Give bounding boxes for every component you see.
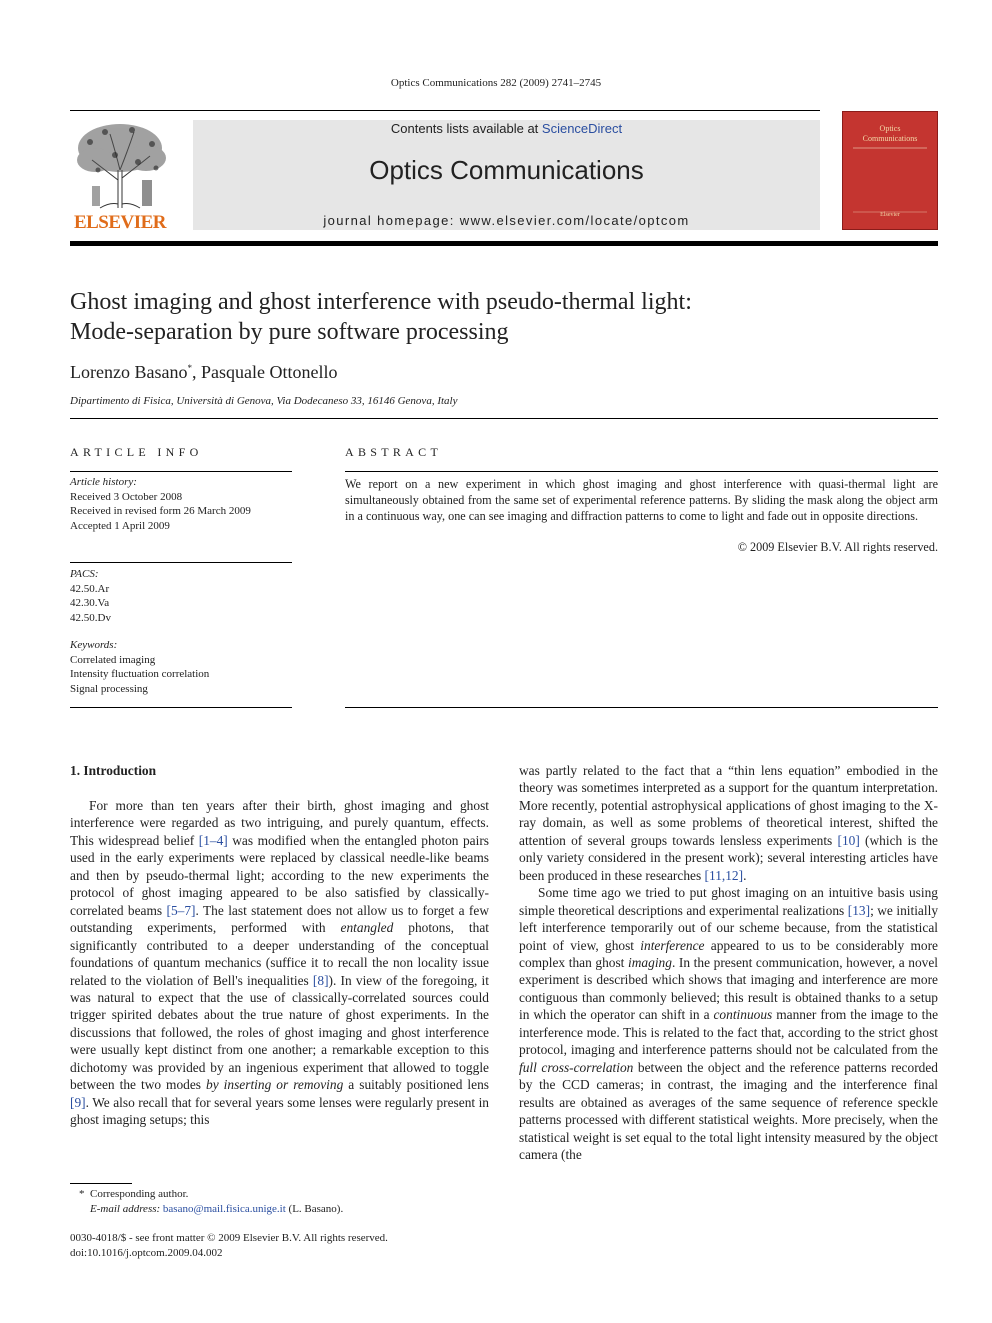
author-2[interactable]: Pasquale Ottonello xyxy=(200,362,338,382)
keyword: Correlated imaging xyxy=(70,653,156,666)
body-text: was modified when the entangled photon pairs used in the early experiments were replaced by classical needle-like beams and then by pseudo-thermal light; according to the new experiments the protocol of ghost imaging appeared to be also satisfied by classically-correlated beams xyxy=(70,832,490,918)
header-thick-rule xyxy=(70,241,938,246)
body-paragraph xyxy=(519,762,938,884)
cover-title-line2: Communications xyxy=(862,134,918,143)
footnote-mark: * xyxy=(79,1188,85,1200)
abstract-rule-bottom xyxy=(345,707,938,708)
journal-name: Optics Communications xyxy=(369,155,644,185)
body-text: For more than ten years after their birth, ghost imaging and ghost interference were regarded as two intriguing, and purely quantum, effects. This widespread belief xyxy=(70,798,489,848)
pacs-code: 42.50.Ar xyxy=(70,582,110,595)
body-text: . We also recall that for several years some lenses were regularly present in ghost imaging setups; this xyxy=(70,1094,489,1128)
abstract-copyright: © 2009 Elsevier B.V. All rights reserved. xyxy=(737,540,938,554)
journal-homepage[interactable]: journal homepage: www.elsevier.com/locate/optcom xyxy=(323,213,690,228)
pacs-codes xyxy=(70,567,111,625)
abstract-rule-top xyxy=(345,471,938,472)
body-text: Some time ago we tried to put ghost imaging on an intuitive basis using simple theoretical descriptions and experimental realizations xyxy=(519,885,938,918)
emphasized-text: imaging xyxy=(628,954,672,970)
body-text: . In the present communication, however, a novel experiment is described which shows that imaging and interference are more contiguous than commonly believed; this result is obtained thanks to a setup in which the operator can shift in a xyxy=(519,954,939,1023)
footnote-label: Corresponding author. xyxy=(90,1188,189,1200)
emphasized-text: interference xyxy=(640,937,705,953)
body-text: was partly related to the fact that a “thin lens equation” embodied in the theory was sometimes interpreted as a support for the quantum interpretation. More recently, potential astrophysical applications of ghost imaging to the X-ray domain, as well as some problems of theoretical interest, shifted the attention of several groups towards lensless experiments xyxy=(519,763,938,848)
pacs-code: 42.50.Dv xyxy=(70,611,111,624)
publication-info xyxy=(70,1231,388,1260)
header-rule xyxy=(70,110,820,111)
history-received: Received 3 October 2008 xyxy=(70,490,183,503)
author-affiliation: Dipartimento di Fisica, Università di Genova, Via Dodecaneso 33, 16146 Genova, Italy xyxy=(70,395,458,407)
abstract-heading: ABSTRACT xyxy=(345,445,443,459)
issn-line: 0030-4018/$ - see front matter © 2009 Elsevier B.V. All rights reserved. xyxy=(70,1232,388,1244)
contents-prefix: Contents lists available at xyxy=(390,121,542,136)
corresponding-author-footnote xyxy=(70,1187,343,1216)
author-1[interactable]: Lorenzo Basano xyxy=(70,362,188,382)
body-column-left xyxy=(70,797,489,1129)
keywords-label: Keywords: xyxy=(70,639,118,651)
body-paragraph xyxy=(519,884,938,1163)
emphasized-text: continuous xyxy=(713,1007,773,1023)
author-list xyxy=(70,362,337,383)
body-column-right xyxy=(519,762,938,1163)
email-link[interactable]: basano@mail.fisica.unige.it xyxy=(162,1202,286,1215)
body-text: . The last statement does not allow us to forget a few outstanding experiments, performed with xyxy=(70,902,489,936)
tree-logo-icon xyxy=(70,120,170,212)
citation-link[interactable]: [5–7] xyxy=(166,902,196,918)
citation-link[interactable]: [11,12] xyxy=(704,867,744,883)
citation-link[interactable]: [8] xyxy=(312,972,329,988)
body-text: manner from the image to the interference mode. This is related to the fact that, according to the strict ghost protocol, imaging and interference patterns should not be calculated from the xyxy=(519,1007,939,1058)
body-text: ; we initially left interference temporarily out of our scheme because, from the statistical point of view, ghost xyxy=(519,902,939,953)
citation-link[interactable]: [13] xyxy=(847,902,871,918)
article-info-rule-bottom xyxy=(70,707,292,708)
body-text: photons, that significantly contributed to a deeper understanding of the conceptual foundations of quantum mechanics (suffice it to recall the non locality issue related to the violation of Bell's inequalities xyxy=(70,920,489,988)
cover-title-line1: Optics xyxy=(879,124,901,133)
cover-title xyxy=(842,124,938,144)
body-text: . xyxy=(743,867,747,883)
article-title-line2: Mode-separation by pure software processing xyxy=(70,319,509,345)
article-title-line1: Ghost imaging and ghost interference with pseudo-thermal light: xyxy=(70,289,692,315)
cover-publisher: Elsevier xyxy=(880,212,900,218)
emphasized-text: by inserting or removing xyxy=(206,1077,344,1093)
citation-link[interactable]: [9] xyxy=(70,1094,86,1110)
article-info-rule-top xyxy=(70,471,292,472)
keyword: Signal processing xyxy=(70,682,148,695)
pacs-code: 42.30.Va xyxy=(70,597,110,609)
citation-link[interactable]: [1–4] xyxy=(198,832,228,848)
history-label: Article history: xyxy=(70,476,137,488)
sciencedirect-link[interactable]: ScienceDirect xyxy=(541,121,623,136)
corresponding-author-mark[interactable]: * xyxy=(187,363,192,373)
footnote-rule xyxy=(70,1183,132,1184)
doi-line[interactable]: doi:10.1016/j.optcom.2009.04.002 xyxy=(70,1246,223,1259)
email-label: E-mail address: xyxy=(90,1202,161,1215)
section-heading-introduction: 1. Introduction xyxy=(70,763,157,778)
elsevier-wordmark: ELSEVIER xyxy=(73,212,167,233)
body-text: between the object and the reference patterns recorded by the CCD cameras; in contrast, the imaging and the interference final results are obtained as averages of the same sequence of reference speckle patterns processed with different statistical weights. More precisely, when the statistical weight is set equal to the total light intensity measured by the object camera (the xyxy=(519,1059,938,1162)
history-revised: Received in revised form 26 March 2009 xyxy=(70,505,251,517)
body-text: appeared to us to be considerably more complex than ghost xyxy=(519,937,938,970)
pacs-label: PACS: xyxy=(70,568,99,580)
body-paragraph xyxy=(70,797,489,1129)
body-text: (which is the only variety considered in the present work); several interesting articles have been produced in these researches xyxy=(519,832,938,883)
citation-link[interactable]: [10] xyxy=(837,832,860,848)
emphasized-text: entangled xyxy=(340,920,394,936)
journal-reference: Optics Communications 282 (2009) 2741–2745 xyxy=(390,77,602,89)
body-text: ). In view of the foregoing, it was natural to expect that the use of classically-correlated sources could trigger spirited debates about the true nature of ghost experiments. In the discussions that followed, the roles of ghost imaging and ghost interference were usually kept distinct from one another; a remarkable exception to this dichotomy was provided by an ingenious experiment that allowed to toggle between the two modes xyxy=(70,972,489,1093)
author-separator: , xyxy=(191,362,201,382)
article-history xyxy=(70,475,251,533)
emphasized-text: full cross-correlation xyxy=(519,1059,634,1075)
keywords xyxy=(70,638,209,696)
body-text: a suitably positioned lens xyxy=(343,1077,489,1093)
article-title xyxy=(70,287,920,347)
affiliation-rule xyxy=(70,418,938,419)
article-info-heading: ARTICLE INFO xyxy=(70,445,203,459)
contents-availability xyxy=(193,121,820,136)
keyword: Intensity fluctuation correlation xyxy=(70,668,210,680)
article-info-rule-middle xyxy=(70,562,292,563)
email-owner: (L. Basano). xyxy=(288,1202,344,1215)
history-accepted: Accepted 1 April 2009 xyxy=(70,519,170,532)
abstract-text: We report on a new experiment in which ghost imaging and ghost interference with quasi-thermal light are simultaneously obtained from the same set of experimental reference patterns. By sliding the mask along the object arm in a continuous way, one can see imaging and diffraction patterns to come to light and fade out in opposite directions. xyxy=(345,477,938,523)
